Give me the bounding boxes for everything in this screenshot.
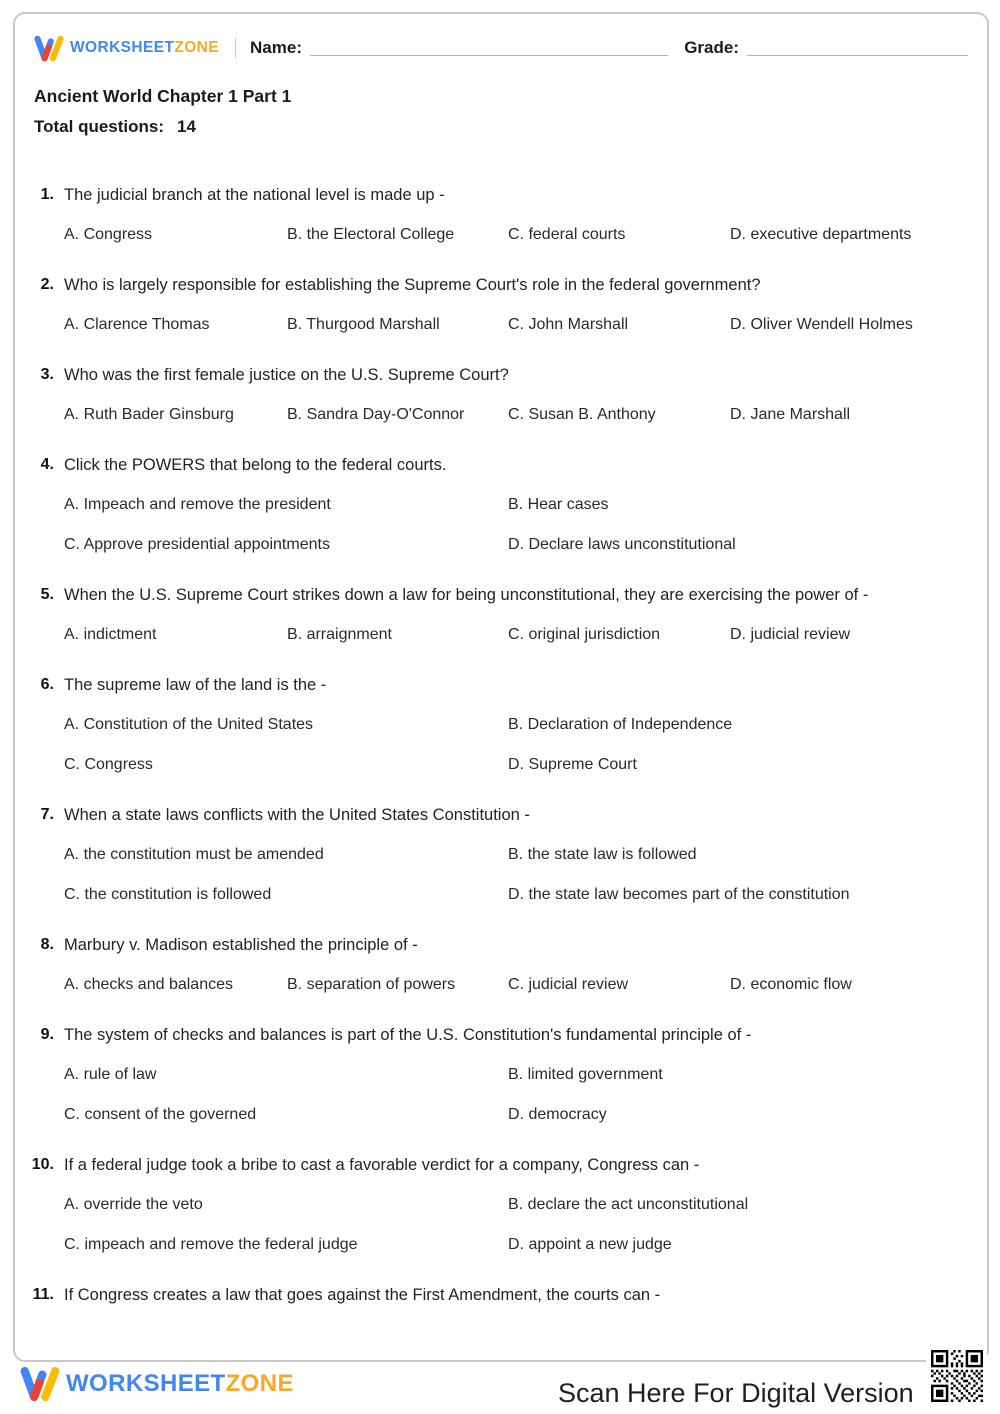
option-d[interactable]: D. judicial review bbox=[730, 626, 851, 643]
question-list bbox=[24, 184, 968, 1306]
brand-name-zone: ZONE bbox=[174, 39, 220, 56]
question-5 bbox=[24, 584, 968, 646]
worksheet-title: Ancient World Chapter 1 Part 1 bbox=[34, 86, 292, 106]
brand-name-worksheet: WORKSHEET bbox=[70, 39, 175, 56]
option-d[interactable]: D. appoint a new judge bbox=[508, 1236, 672, 1253]
option-b[interactable]: B. Thurgood Marshall bbox=[287, 316, 440, 333]
option-a[interactable]: A. Constitution of the United States bbox=[64, 716, 314, 733]
question-number: 3. bbox=[40, 366, 54, 383]
options-row bbox=[64, 314, 968, 336]
question-number: 8. bbox=[40, 936, 54, 953]
question-10 bbox=[24, 1154, 968, 1256]
options-row bbox=[64, 974, 968, 996]
option-a[interactable]: A. Ruth Bader Ginsburg bbox=[64, 406, 234, 423]
question-text: The supreme law of the land is the - bbox=[64, 676, 327, 694]
option-c[interactable]: C. Congress bbox=[64, 756, 153, 773]
question-number: 9. bbox=[40, 1026, 54, 1043]
option-d[interactable]: D. the state law becomes part of the constitution bbox=[508, 886, 850, 903]
option-d[interactable]: D. Jane Marshall bbox=[730, 406, 851, 423]
options-grid bbox=[64, 494, 968, 556]
question-text: When a state laws conflicts with the United States Constitution - bbox=[64, 806, 530, 824]
option-b[interactable]: B. declare the act unconstitutional bbox=[508, 1196, 749, 1213]
footer-logo bbox=[20, 1366, 294, 1402]
option-c[interactable]: C. judicial review bbox=[508, 976, 629, 993]
footer-brand-name bbox=[66, 1370, 294, 1398]
worksheet-header bbox=[34, 32, 968, 64]
option-a[interactable]: A. indictment bbox=[64, 626, 157, 643]
question-text: Who was the first female justice on the U.S. Supreme Court? bbox=[64, 366, 509, 384]
title-block bbox=[34, 86, 968, 137]
option-c[interactable]: C. original jurisdiction bbox=[508, 626, 661, 643]
question-text: Who is largely responsible for establishing the Supreme Court's role in the federal government? bbox=[64, 276, 761, 294]
option-a[interactable]: A. rule of law bbox=[64, 1066, 157, 1083]
question-8 bbox=[24, 934, 968, 996]
name-label: Name: bbox=[250, 38, 302, 57]
option-a[interactable]: A. Congress bbox=[64, 226, 153, 243]
option-c[interactable]: C. the constitution is followed bbox=[64, 886, 272, 903]
total-questions bbox=[34, 117, 968, 137]
options-grid bbox=[64, 714, 968, 776]
question-2 bbox=[24, 274, 968, 336]
question-11 bbox=[24, 1284, 968, 1306]
question-number: 1. bbox=[40, 186, 54, 203]
option-b[interactable]: B. separation of powers bbox=[287, 976, 456, 993]
question-6 bbox=[24, 674, 968, 776]
question-4 bbox=[24, 454, 968, 556]
worksheet-card bbox=[13, 12, 989, 1362]
question-number: 7. bbox=[40, 806, 54, 823]
worksheetzone-logo bbox=[34, 35, 219, 62]
question-number: 4. bbox=[40, 456, 54, 473]
option-b[interactable]: B. Sandra Day-O'Connor bbox=[287, 406, 465, 423]
option-d[interactable]: D. economic flow bbox=[730, 976, 852, 993]
question-text: If Congress creates a law that goes against the First Amendment, the courts can - bbox=[64, 1286, 661, 1304]
option-b[interactable]: B. the Electoral College bbox=[287, 226, 455, 243]
qr-code bbox=[926, 1342, 987, 1410]
options-grid bbox=[64, 1064, 968, 1126]
grade-label: Grade: bbox=[684, 38, 739, 57]
question-number: 2. bbox=[40, 276, 54, 293]
question-9 bbox=[24, 1024, 968, 1126]
option-b[interactable]: B. arraignment bbox=[287, 626, 392, 643]
question-number: 10. bbox=[31, 1156, 54, 1173]
option-a[interactable]: A. override the veto bbox=[64, 1196, 203, 1213]
question-text: If a federal judge took a bribe to cast a favorable verdict for a company, Congress can - bbox=[64, 1156, 700, 1174]
total-questions-label: Total questions: bbox=[34, 117, 165, 136]
qr-code-icon bbox=[931, 1347, 983, 1405]
option-c[interactable]: C. John Marshall bbox=[508, 316, 629, 333]
option-a[interactable]: A. the constitution must be amended bbox=[64, 846, 324, 863]
options-grid bbox=[64, 844, 968, 906]
option-a[interactable]: A. Clarence Thomas bbox=[64, 316, 210, 333]
option-d[interactable]: D. Declare laws unconstitutional bbox=[508, 536, 736, 553]
option-d[interactable]: D. Supreme Court bbox=[508, 756, 637, 773]
scan-here-text: Scan Here For Digital Version bbox=[558, 1378, 914, 1408]
question-text: The system of checks and balances is part of the U.S. Constitution's fundamental principle of - bbox=[64, 1026, 752, 1044]
header-divider bbox=[235, 38, 236, 58]
options-row bbox=[64, 224, 968, 246]
options-row bbox=[64, 404, 968, 426]
worksheetzone-logo-icon bbox=[20, 1366, 60, 1402]
option-d[interactable]: D. executive departments bbox=[730, 226, 912, 243]
option-c[interactable]: C. Approve presidential appointments bbox=[64, 536, 330, 553]
option-d[interactable]: D. Oliver Wendell Holmes bbox=[730, 316, 913, 333]
question-number: 5. bbox=[40, 586, 54, 603]
total-questions-value: 14 bbox=[177, 117, 196, 136]
option-c[interactable]: C. federal courts bbox=[508, 226, 626, 243]
option-d[interactable]: D. democracy bbox=[508, 1106, 607, 1123]
option-a[interactable]: A. Impeach and remove the president bbox=[64, 496, 331, 513]
question-7 bbox=[24, 804, 968, 906]
brand-name bbox=[70, 39, 219, 57]
options-grid bbox=[64, 1194, 968, 1256]
question-1 bbox=[24, 184, 968, 246]
option-c[interactable]: C. impeach and remove the federal judge bbox=[64, 1236, 358, 1253]
name-input-line[interactable] bbox=[310, 55, 668, 56]
worksheetzone-logo-icon bbox=[34, 35, 64, 62]
option-b[interactable]: B. limited government bbox=[508, 1066, 663, 1083]
options-row bbox=[64, 624, 968, 646]
question-3 bbox=[24, 364, 968, 426]
option-b[interactable]: B. the state law is followed bbox=[508, 846, 697, 863]
option-a[interactable]: A. checks and balances bbox=[64, 976, 233, 993]
option-c[interactable]: C. consent of the governed bbox=[64, 1106, 257, 1123]
question-text: When the U.S. Supreme Court strikes down a law for being unconstitutional, they are exercising the power of - bbox=[64, 586, 869, 604]
question-text: Click the POWERS that belong to the federal courts. bbox=[64, 456, 447, 474]
question-number: 11. bbox=[32, 1286, 54, 1303]
footer-brand-worksheet: WORKSHEET bbox=[66, 1370, 226, 1397]
option-c[interactable]: C. Susan B. Anthony bbox=[508, 406, 656, 423]
option-b[interactable]: B. Declaration of Independence bbox=[508, 716, 733, 733]
grade-input-line[interactable] bbox=[747, 55, 968, 56]
question-text: The judicial branch at the national level is made up - bbox=[64, 186, 445, 204]
question-number: 6. bbox=[40, 676, 54, 693]
footer-brand-zone: ZONE bbox=[225, 1370, 294, 1397]
option-b[interactable]: B. Hear cases bbox=[508, 496, 609, 513]
question-text: Marbury v. Madison established the principle of - bbox=[64, 936, 418, 954]
